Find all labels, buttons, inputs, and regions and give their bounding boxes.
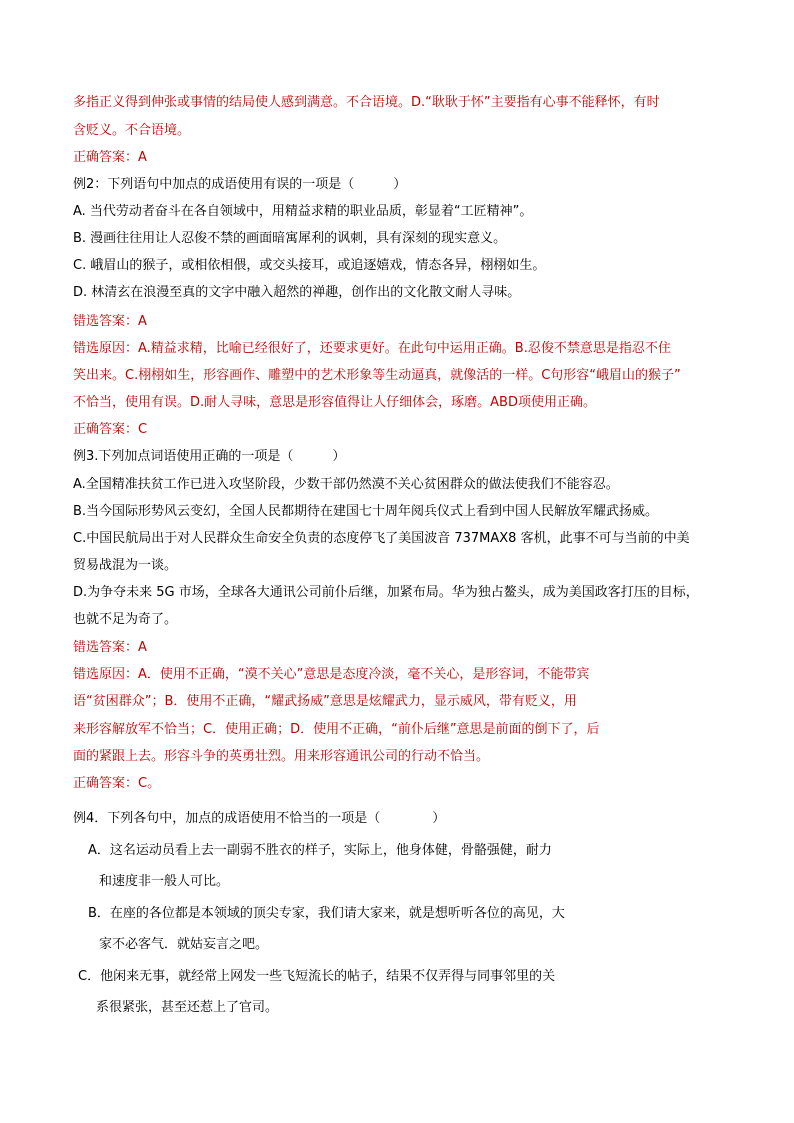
option-c-cont: 系很紧张，甚至还惹上了官司。 — [96, 1000, 279, 1015]
option-d-cont: 也就不足为奇了。 — [73, 612, 178, 627]
wrong-reason-line: 面的紧跟上去。形容斗争的英勇壮烈。用来形容通讯公司的行动不恰当。 — [73, 749, 490, 764]
wrong-reason-line: 来形容解放军不恰当；C．使用正确；D．使用不正确，“前仆后继”意思是前面的倒下了，后 — [73, 722, 600, 737]
option-c-cont: 贸易战混为一谈。 — [73, 558, 178, 573]
option-b: B. 漫画往往用让人忍俊不禁的画面暗寓犀利的讽刺，具有深刻的现实意义。 — [73, 231, 507, 246]
option-c: C. 峨眉山的猴子，或相依相偎，或交头接耳，或追逐嬉戏，情态各异，栩栩如生。 — [73, 258, 546, 273]
wrong-reason-line: 语“贫困群众”；B．使用不正确，“耀武扬威”意思是炫耀武力，显示威风，带有贬义，用 — [73, 694, 577, 709]
correct-answer: 正确答案：A — [73, 150, 147, 165]
example-2-question: 例2：下列语句中加点的成语使用有误的一项是（ ） — [73, 177, 407, 192]
option-b-cont: 家不必客气．就姑妄言之吧。 — [99, 937, 269, 952]
option-c: C．他闲来无事，就经常上网发一些飞短流长的帖子，结果不仅弄得与同事邻里的关 — [78, 969, 556, 984]
example-4-question: 例4．下列各句中，加点的成语使用不恰当的一项是（ ） — [73, 811, 446, 826]
wrong-reason-line: 错选原因：A．使用不正确，“漠不关心”意思是态度冷淡，毫不关心，是形容词，不能带宾 — [73, 667, 590, 682]
option-a: A. 当代劳动者奋斗在各自领域中，用精益求精的职业品质，彰显着“工匠精神”。 — [73, 204, 533, 219]
option-c: C.中国民航局出于对人民群众生命安全负责的态度停飞了美国波音 737MAX8 客机，此事不可与当前的中美 — [73, 531, 690, 546]
wrong-reason-line: 错选原因：A.精益求精，比喻已经很好了，还要求更好。在此句中运用正确。B.忍俊不禁意思是指忍不住 — [73, 341, 671, 356]
example-3-question: 例3.下列加点词语使用正确的一项是（ ） — [73, 449, 346, 464]
wrong-answer: 错选答案：A — [73, 640, 147, 655]
option-a: A.全国精准扶贫工作已进入攻坚阶段，少数干部仍然漠不关心贫困群众的做法使我们不能容忍。 — [73, 477, 619, 492]
option-b: B.当今国际形势风云变幻，全国人民都期待在建国七十周年阅兵仪式上看到中国人民解放军耀武扬威。 — [73, 504, 659, 519]
explanation-line: 多指正义得到伸张或事情的结局使人感到满意。不合语境。D.“耿耿于怀”主要指有心事不能释怀，有时 — [73, 95, 660, 110]
correct-answer: 正确答案：C。 — [73, 776, 161, 791]
wrong-reason-line: 笑出来。C.栩栩如生，形容画作、雕塑中的艺术形象等生动逼真，就像活的一样。C句形容“峨眉山的猴子” — [73, 368, 681, 383]
option-a: A．这名运动员看上去一副弱不胜衣的样子，实际上，他身体健，骨骼强健，耐力 — [88, 843, 552, 858]
wrong-answer: 错选答案：A — [73, 314, 147, 329]
option-d: D. 林清玄在浪漫至真的文字中融入超然的禅趣，创作出的文化散文耐人寻味。 — [73, 285, 521, 300]
correct-answer: 正确答案：C — [73, 422, 148, 437]
explanation-line: 含贬义。不合语境。 — [73, 123, 191, 138]
option-b: B．在座的各位都是本领域的顶尖专家，我们请大家来，就是想听听各位的高见，大 — [88, 906, 565, 921]
option-a-cont: 和速度非一般人可比。 — [99, 874, 230, 889]
option-d: D.为争夺未来 5G 市场，全球各大通讯公司前仆后继，加紧布局。华为独占鳌头，成为美国政客打压的目标， — [73, 585, 699, 600]
wrong-reason-line: 不恰当，使用有误。D.耐人寻味，意思是形容值得让人仔细体会，琢磨。ABD项使用正确。 — [73, 395, 596, 410]
